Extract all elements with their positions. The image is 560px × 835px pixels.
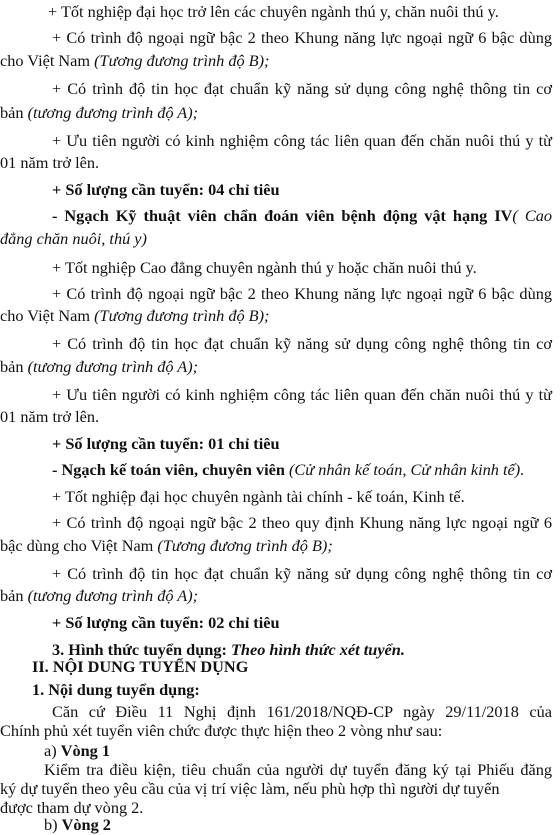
text-line: + Tốt nghiệp Cao đẳng chuyên ngành thú y hoặc chăn nuôi thú y.	[52, 258, 477, 277]
text-line: bản (tương đương trình độ A);	[0, 357, 199, 376]
text-line: ký dự tuyển theo yêu cầu của vị trí việc làm, nếu phù hợp thì người dự tuyển	[0, 779, 500, 798]
text-line: được tham dự vòng 2.	[0, 798, 144, 817]
text-line: + Ưu tiên người có kinh nghiệm công tác liên quan đến chăn nuôi thú y từ	[52, 385, 552, 404]
text-line: + Có trình độ tin học đạt chuẩn kỹ năng sử dụng công nghệ thông tin cơ	[52, 79, 552, 98]
text-line: Căn cứ Điều 11 Nghị định 161/2018/NQĐ-CP ngày 29/11/2018 của	[52, 702, 552, 721]
text-line: + Tốt nghiệp đại học trở lên các chuyên ngành thú y, chăn nuôi thú y.	[48, 2, 499, 21]
text-line: 01 năm trở lên.	[0, 407, 100, 426]
text-line: bản (tương đương trình độ A);	[0, 586, 199, 605]
text-line: + Có trình độ ngoại ngữ bậc 2 theo quy định Khung năng lực ngoại ngữ 6	[52, 513, 552, 532]
text-line: Chính phủ xét tuyển viên chức được thực hiện theo 2 vòng như sau:	[0, 721, 443, 740]
text-line: bậc dùng cho Việt Nam (Tương đương trình độ B);	[0, 536, 333, 555]
text-line: + Ưu tiên người có kinh nghiệm công tác liên quan đến chăn nuôi thú y từ	[52, 131, 552, 150]
text-line: cho Việt Nam (Tương đương trình độ B);	[0, 51, 270, 70]
section-heading: 3. Hình thức tuyển dụng: Theo hình thức xét tuyển.	[52, 640, 405, 659]
quota-heading: + Số lượng cần tuyển: 02 chỉ tiêu	[52, 613, 280, 632]
text-line: đẳng chăn nuôi, thú y)	[0, 229, 147, 248]
text-line: + Có trình độ ngoại ngữ bậc 2 theo Khung năng lực ngoại ngữ 6 bậc dùng	[52, 284, 552, 303]
quota-heading: + Số lượng cần tuyển: 04 chỉ tiêu	[52, 180, 280, 199]
text-line: + Có trình độ tin học đạt chuẩn kỹ năng sử dụng công nghệ thông tin cơ	[52, 334, 552, 353]
text-line: 01 năm trở lên.	[0, 153, 100, 172]
section-heading: - Ngạch kế toán viên, chuyên viên (Cử nhân kế toán, Cử nhân kinh tế).	[52, 460, 525, 479]
section-title: II. NỘI DUNG TUYỂN DỤNG	[32, 657, 249, 676]
subsection-title: 1. Nội dung tuyển dụng:	[32, 680, 200, 699]
round-heading: a) Vòng 1	[44, 741, 111, 760]
text-line: Kiểm tra điều kiện, tiêu chuẩn của người dự tuyển đăng ký tại Phiếu đăng	[44, 760, 552, 779]
round-heading: b) Vòng 2	[44, 815, 111, 834]
section-heading: - Ngạch Kỹ thuật viên chẩn đoán viên bệnh động vật hạng IV( Cao	[52, 206, 552, 225]
text-line: + Tốt nghiệp đại học chuyên ngành tài chính - kế toán, Kinh tế.	[52, 487, 465, 506]
text-line: + Có trình độ tin học đạt chuẩn kỹ năng sử dụng công nghệ thông tin cơ	[52, 564, 552, 583]
text-line: cho Việt Nam (Tương đương trình độ B);	[0, 306, 270, 325]
quota-heading: + Số lượng cần tuyển: 01 chỉ tiêu	[52, 434, 280, 453]
text-line: + Có trình độ ngoại ngữ bậc 2 theo Khung năng lực ngoại ngữ 6 bậc dùng	[52, 28, 552, 47]
text-line: bản (tương đương trình độ A);	[0, 103, 199, 122]
